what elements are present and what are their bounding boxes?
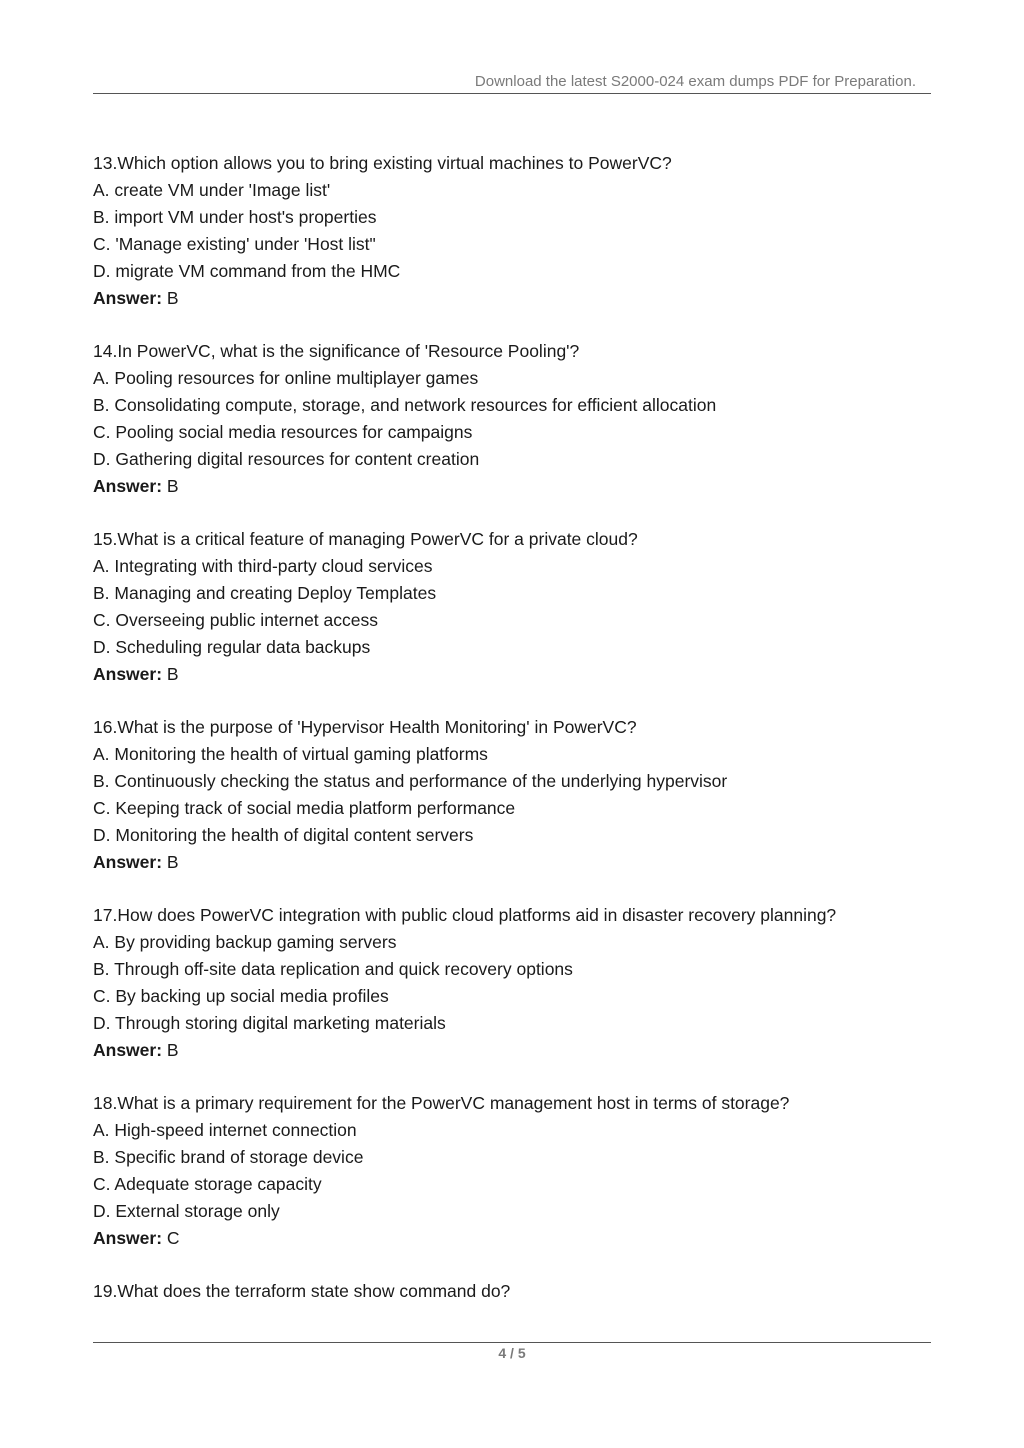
question-19 <box>93 1278 933 1305</box>
answer-line <box>93 661 933 688</box>
option-d: D. migrate VM command from the HMC <box>93 261 401 281</box>
option-d: D. Monitoring the health of digital content servers <box>93 825 474 845</box>
answer-value: C <box>166 1228 180 1248</box>
option-b: B. Consolidating compute, storage, and network resources for efficient allocation <box>93 395 717 415</box>
answer-value: B <box>166 1040 179 1060</box>
question-text: 14.In PowerVC, what is the significance of 'Resource Pooling'? <box>93 341 580 361</box>
question-text: 16.What is the purpose of 'Hypervisor Health Monitoring' in PowerVC? <box>93 717 637 737</box>
option-c: C. By backing up social media profiles <box>93 986 389 1006</box>
option-b: B. Managing and creating Deploy Templates <box>93 583 437 603</box>
question-text: 15.What is a critical feature of managing PowerVC for a private cloud? <box>93 529 638 549</box>
answer-label: Answer: <box>93 664 163 684</box>
option-a: A. By providing backup gaming servers <box>93 932 397 952</box>
question-16 <box>93 714 933 876</box>
option-a: A. create VM under 'Image list' <box>93 180 331 200</box>
option-c: C. Pooling social media resources for campaigns <box>93 422 473 442</box>
page-number: 4 / 5 <box>498 1345 526 1361</box>
option-a: A. Monitoring the health of virtual gaming platforms <box>93 744 488 764</box>
answer-label: Answer: <box>93 1040 163 1060</box>
option-c: C. 'Manage existing' under 'Host list" <box>93 234 376 254</box>
option-d: D. Through storing digital marketing materials <box>93 1013 446 1033</box>
question-17 <box>93 902 933 1064</box>
option-d: D. External storage only <box>93 1201 280 1221</box>
answer-line <box>93 1037 933 1064</box>
question-text: 19.What does the terraform state show command do? <box>93 1281 511 1301</box>
answer-line <box>93 285 933 312</box>
option-b: B. Continuously checking the status and performance of the underlying hypervisor <box>93 771 728 791</box>
option-c: C. Adequate storage capacity <box>93 1174 322 1194</box>
option-b: B. Through off-site data replication and quick recovery options <box>93 959 573 979</box>
answer-line <box>93 849 933 876</box>
answer-value: B <box>166 852 179 872</box>
option-b: B. import VM under host's properties <box>93 207 377 227</box>
option-d: D. Gathering digital resources for content creation <box>93 449 480 469</box>
answer-line <box>93 1225 933 1252</box>
question-text: 18.What is a primary requirement for the PowerVC management host in terms of storage? <box>93 1093 790 1113</box>
answer-label: Answer: <box>93 288 163 308</box>
question-list <box>93 150 933 1331</box>
option-c: C. Keeping track of social media platform performance <box>93 798 516 818</box>
answer-label: Answer: <box>93 1228 163 1248</box>
option-a: A. Integrating with third-party cloud services <box>93 556 433 576</box>
answer-value: B <box>166 664 179 684</box>
answer-label: Answer: <box>93 852 163 872</box>
question-18 <box>93 1090 933 1252</box>
answer-line <box>93 473 933 500</box>
question-text: 13.Which option allows you to bring existing virtual machines to PowerVC? <box>93 153 672 173</box>
question-13 <box>93 150 933 312</box>
answer-value: B <box>166 476 179 496</box>
option-a: A. Pooling resources for online multiplayer games <box>93 368 479 388</box>
footer-divider <box>93 1342 931 1343</box>
option-d: D. Scheduling regular data backups <box>93 637 371 657</box>
header-divider <box>93 93 931 94</box>
answer-value: B <box>166 288 179 308</box>
question-15 <box>93 526 933 688</box>
option-b: B. Specific brand of storage device <box>93 1147 364 1167</box>
question-text: 17.How does PowerVC integration with public cloud platforms aid in disaster recovery planning? <box>93 905 837 925</box>
option-c: C. Overseeing public internet access <box>93 610 378 630</box>
page-header-text: Download the latest S2000-024 exam dumps PDF for Preparation. <box>474 73 916 90</box>
option-a: A. High-speed internet connection <box>93 1120 357 1140</box>
question-14 <box>93 338 933 500</box>
answer-label: Answer: <box>93 476 163 496</box>
